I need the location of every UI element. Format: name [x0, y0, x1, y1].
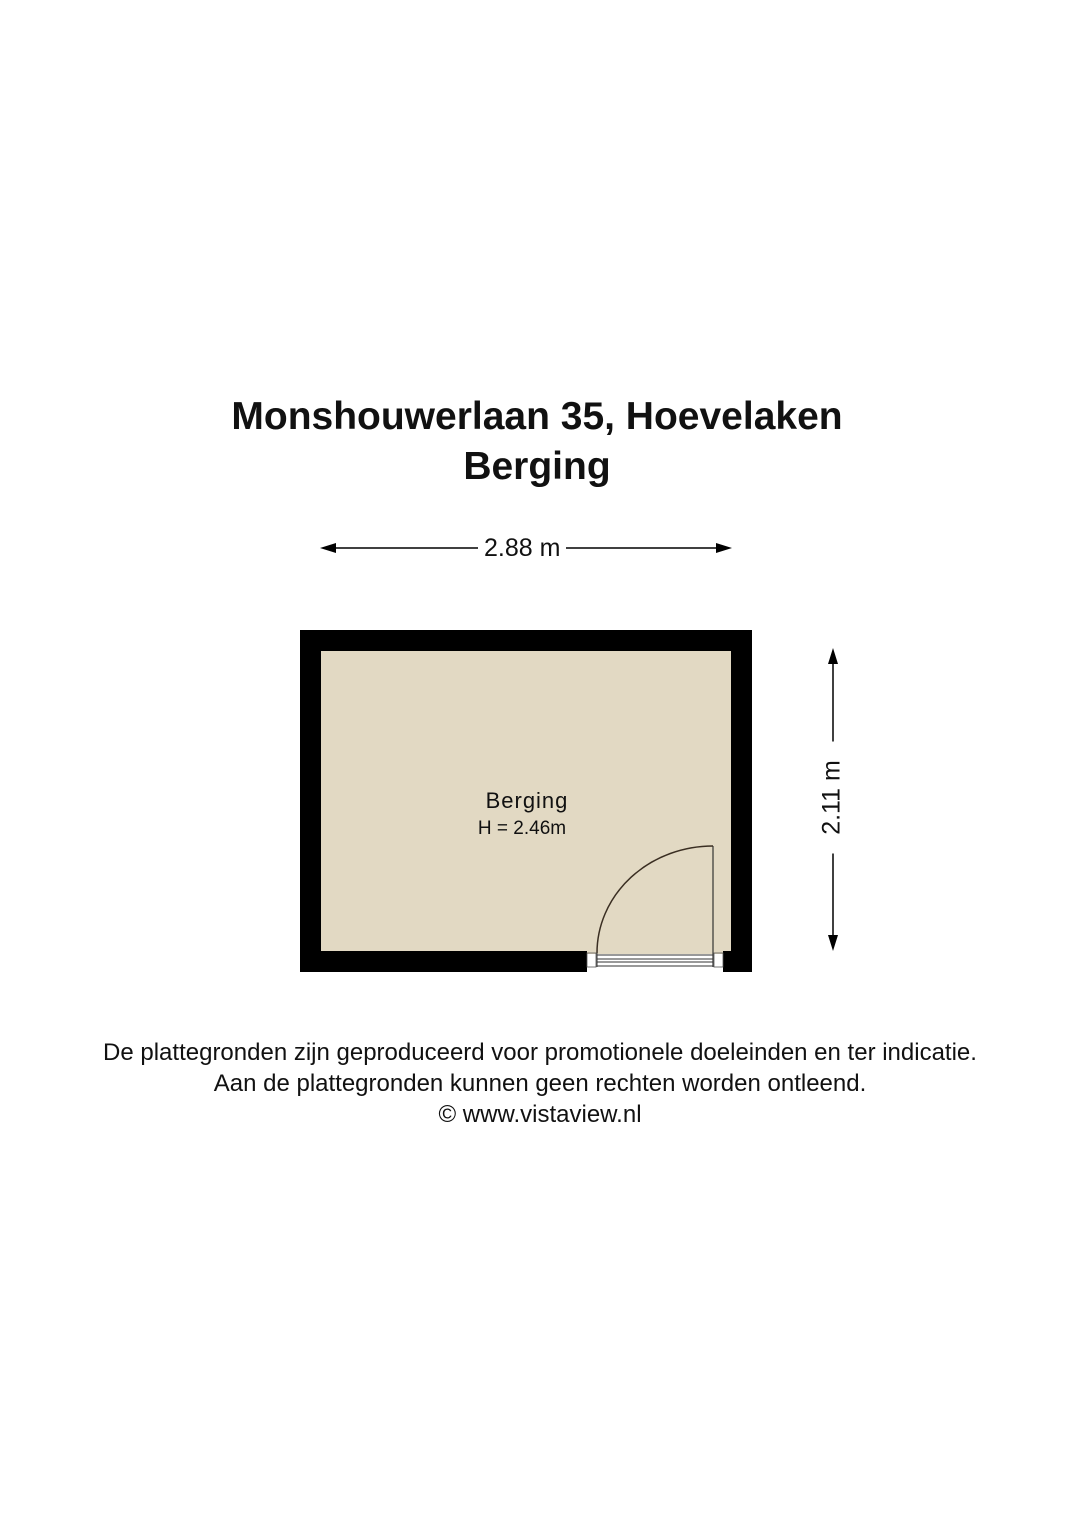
floor-title: Berging	[463, 445, 611, 488]
width-dimension-label: 2.88 m	[478, 534, 566, 563]
disclaimer-line-2: Aan de plattegronden kunnen geen rechten worden ontleend.	[213, 1070, 867, 1097]
room-name: Berging	[485, 788, 569, 813]
disclaimer-line-1: De plattegronden zijn geproduceerd voor promotionele doeleinden en ter indicatie.	[103, 1039, 977, 1066]
copyright-link[interactable]: © www.vistaview.nl	[438, 1101, 642, 1128]
room-height: H = 2.46m	[477, 818, 567, 839]
address-title: Monshouwerlaan 35, Hoevelaken	[231, 395, 843, 438]
depth-dimension-label: 2.11 m	[818, 742, 847, 854]
